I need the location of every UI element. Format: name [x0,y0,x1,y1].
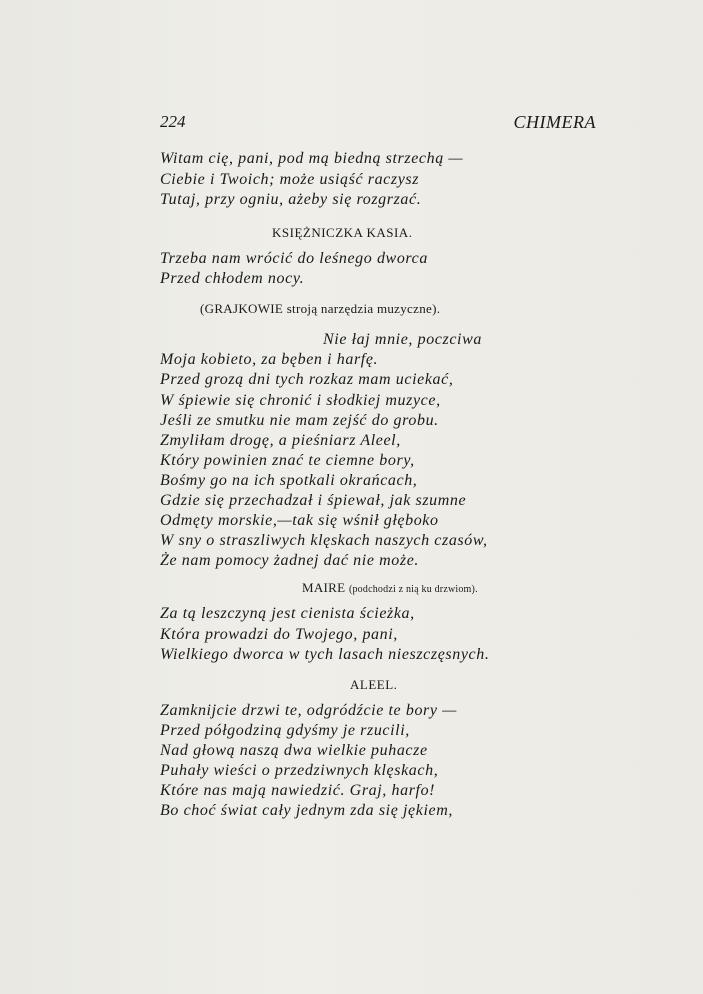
verse-line: Nad głową naszą dwa wielkie puhacze [160,742,428,759]
verse-line: Tutaj, przy ogniu, ażeby się rozgrzać. [160,191,422,208]
speaker-with-direction [302,580,478,596]
verse-line: Który powinien znać te ciemne bory, [160,452,415,469]
page-number: 224 [160,112,186,131]
page-header [160,112,596,134]
verse-line: Moja kobieto, za bęben i harfę. [160,351,379,368]
running-title: CHIMERA [513,112,596,132]
verse-line: Odmęty morskie,—tak się wśnił głęboko [160,512,439,529]
stage-direction: (GRAJKOWIE stroją narzędzia muzyczne). [200,301,441,316]
verse-line: Bo choć świat cały jednym zda się jękiem, [160,802,453,819]
verse-line: Zmyliłam drogę, a pieśniarz Aleel, [160,432,401,449]
speaker-name: KSIĘŻNICZKA KASIA. [272,225,413,240]
verse-line: Zamknijcie drzwi te, odgródźcie te bory — [160,702,458,719]
verse-line: Przed półgodziną gdyśmy je rzucili, [160,722,410,739]
verse-line: Gdzie się przechadzał i śpiewał, jak szumne [160,492,467,509]
stage-direction: (podchodzi z nią ku drzwiom). [348,584,478,595]
verse-line: Wielkiego dworca w tych lasach nieszczęsnych. [160,646,490,663]
verse-line: Przed grozą dni tych rozkaz mam uciekać, [160,371,454,388]
verse-line: W sny o straszliwych klęskach naszych czasów, [160,532,488,549]
verse-line: Trzeba nam wrócić do leśnego dworca [160,250,428,267]
verse-line: W śpiewie się chronić i słodkiej muzyce, [160,392,441,409]
verse-line: Ciebie i Twoich; może usiąść raczysz [160,171,420,188]
verse-line: Bośmy go na ich spotkali okrańcach, [160,472,418,489]
verse-line: Jeśli ze smutku nie mam zejść do grobu. [160,412,439,429]
verse-line: Puhały wieści o przedziwnych klęskach, [160,762,439,779]
verse-line: Witam cię, pani, pod mą biedną strzechą — [160,150,464,167]
speaker-name: ALEEL. [350,677,398,692]
verse-line: Przed chłodem nocy. [160,270,305,287]
verse-line: Za tą leszczyną jest cienista ścieżka, [160,605,415,622]
verse-line: Że nam pomocy żadnej dać nie może. [160,552,420,569]
speaker-name: MAIRE [302,580,346,595]
verse-line: Które nas mają nawiedzić. Graj, harfo! [160,782,436,799]
verse-line: Która prowadzi do Twojego, pani, [160,626,398,643]
verse-line: Nie łaj mnie, poczciwa [323,331,482,348]
